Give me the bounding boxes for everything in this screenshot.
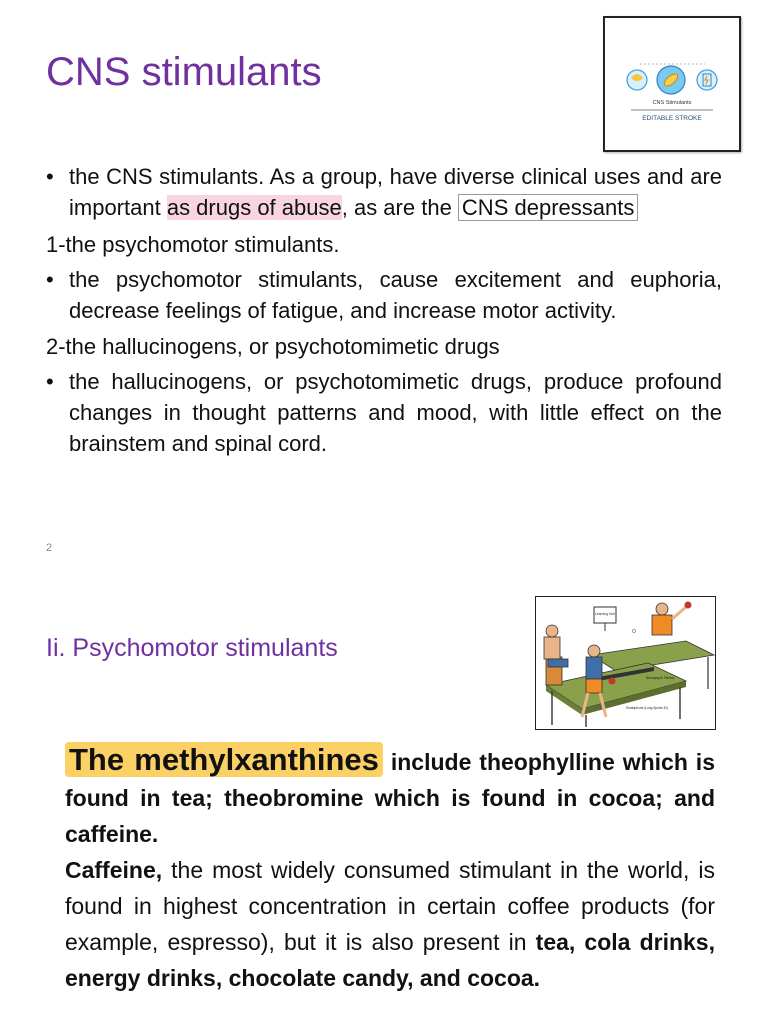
thumbnail-label: EDITABLE STROKE [642, 115, 702, 122]
text-segment: the most widely consumed stimulant in the world, is found in highest concentration in certain coffee products (for example, espresso), but it is also present in [65, 857, 715, 955]
bold-lead: Caffeine, [65, 857, 163, 883]
bold-text: tea, cola drinks, energy drinks, chocolate candy, and cocoa. [65, 929, 715, 991]
text-segment: the CNS stimulants. As a group, have diverse clinical uses and are important [69, 164, 722, 220]
bullet-text: the hallucinogens, or psychotomimetic drugs, produce profound changes in thought patterns and mood, with little effect on the brainstem and spinal cord. [69, 369, 722, 456]
numbered-item-1: 1-the psychomotor stimulants. [46, 232, 340, 257]
highlighted-heading: The methylxanthines [65, 742, 383, 777]
bullet-dot: • [46, 267, 54, 292]
bold-text: include theophylline which is found in tea; theobromine which is found in cocoa; and caffeine. [65, 749, 715, 847]
slide-title: CNS stimulants [46, 50, 322, 94]
illustration-label: Neuropsych Fitness [646, 676, 675, 680]
cns-icons-graphic [605, 18, 739, 150]
paddle-icon [685, 602, 692, 609]
bullet-text [69, 161, 722, 223]
slide-heading: Ii. Psychomotor stimulants [46, 634, 338, 662]
paddle-icon [609, 678, 616, 685]
methylxanthines-text [65, 742, 715, 996]
highlighted-phrase: as drugs of abuse [166, 195, 342, 220]
illustration-label: Learning Hub [594, 612, 616, 616]
paragraph-caffeine [65, 852, 715, 996]
text-segment: , as are the [341, 195, 458, 220]
bullet-text: the psychomotor stimulants, cause excitement and euphoria, decrease feelings of fatigue, and increase motor activity. [69, 267, 722, 323]
illustration-label: Smartphone (Long Sports 32) [626, 706, 668, 710]
ping-pong-illustration [535, 596, 716, 730]
boxed-phrase: CNS depressants [458, 194, 638, 221]
bullet-dot: • [46, 369, 54, 394]
paragraph-methylxanthines [65, 742, 715, 852]
illustration-graphic [536, 597, 715, 729]
page-number: 2 [46, 542, 53, 554]
ball-icon [632, 629, 635, 632]
thumbnail-image [603, 16, 741, 152]
thumbnail-caption: CNS Stimulants [652, 100, 692, 106]
numbered-item-2: 2-the hallucinogens, or psychotomimetic drugs [46, 334, 500, 359]
bullet-dot: • [46, 164, 54, 189]
